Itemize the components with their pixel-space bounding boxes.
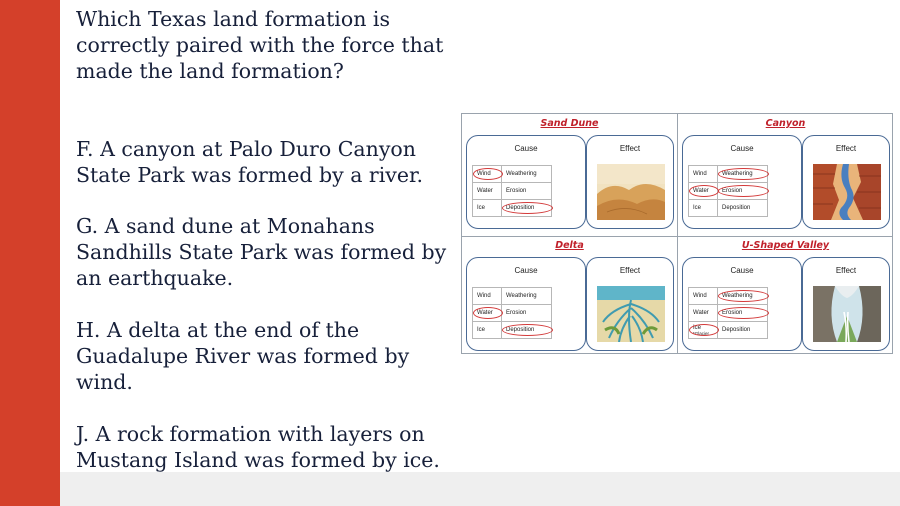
cause-cell-text: Ice (693, 324, 702, 331)
cause-cell: Water (473, 183, 502, 200)
cause-label: Cause (514, 266, 538, 275)
panel-delta (462, 236, 677, 354)
cause-cell: Weathering (718, 166, 768, 183)
cause-box (682, 257, 802, 351)
panel-title: Sand Dune (540, 118, 599, 129)
cause-label: Cause (514, 144, 538, 153)
answer-option-f[interactable]: F. A canyon at Palo Duro Canyon State Park was formed by a river. (76, 137, 424, 187)
effect-label: Effect (619, 144, 641, 153)
cause-box (466, 135, 586, 229)
glacier-note: *Glacier (693, 330, 710, 336)
answer-option-h[interactable]: H. A delta at the end of the Guadalupe River was formed by wind. (76, 318, 410, 394)
cause-table (472, 165, 552, 217)
cause-cell: Weathering (718, 288, 768, 305)
cause-cell: Wind (689, 166, 718, 183)
panel-title: Canyon (765, 118, 806, 129)
panel-u-shaped-valley (678, 236, 893, 354)
effect-label: Effect (619, 266, 641, 275)
effect-box (802, 135, 890, 229)
cause-cell: Deposition (718, 322, 768, 339)
cause-cell: Weathering (502, 166, 552, 183)
answer-option-j[interactable]: J. A rock formation with layers on Mustang Island was formed by ice. (76, 422, 440, 472)
cause-cell: Ice (473, 322, 502, 339)
accent-bar (0, 0, 60, 506)
effect-box (802, 257, 890, 351)
answer-option-g[interactable]: G. A sand dune at Monahans Sandhills State Park was formed by an earthquake. (76, 214, 447, 290)
cause-label: Cause (730, 144, 754, 153)
delta-illustration-icon (597, 286, 665, 342)
cause-cell: Ice (473, 200, 502, 217)
cause-cell: Weathering (502, 288, 552, 305)
cause-cell: Deposition (502, 200, 552, 217)
footer-band (60, 472, 900, 506)
panel-sand-dune (462, 114, 677, 232)
cause-box (682, 135, 802, 229)
sand-dune-illustration-icon (597, 164, 665, 220)
cause-cell: Erosion (502, 183, 552, 200)
question-text: Which Texas land formation is correctly paired with the force that made the land formation? (76, 7, 444, 83)
cause-table (472, 287, 552, 339)
panel-title: Delta (555, 240, 584, 251)
cause-cell: Wind (473, 166, 502, 183)
panel-title: U-Shaped Valley (741, 240, 830, 251)
cause-cell: Water (473, 305, 502, 322)
cause-cell: Wind (689, 288, 718, 305)
effect-label: Effect (835, 266, 857, 275)
cause-cell: Erosion (502, 305, 552, 322)
canyon-illustration-icon (813, 164, 881, 220)
cause-effect-figure (461, 113, 893, 354)
cause-cell: Wind (473, 288, 502, 305)
cause-table (688, 287, 768, 339)
cause-cell: Deposition (502, 322, 552, 339)
cause-cell (689, 322, 718, 339)
panel-canyon (678, 114, 893, 232)
cause-cell: Water (689, 305, 718, 322)
cause-cell: Erosion (718, 183, 768, 200)
cause-cell: Ice (689, 200, 718, 217)
cause-label: Cause (730, 266, 754, 275)
cause-table (688, 165, 768, 217)
effect-label: Effect (835, 144, 857, 153)
effect-box (586, 135, 674, 229)
cause-cell: Deposition (718, 200, 768, 217)
cause-cell: Water (689, 183, 718, 200)
effect-box (586, 257, 674, 351)
cause-box (466, 257, 586, 351)
cause-cell: Erosion (718, 305, 768, 322)
u-shaped-valley-illustration-icon (813, 286, 881, 342)
